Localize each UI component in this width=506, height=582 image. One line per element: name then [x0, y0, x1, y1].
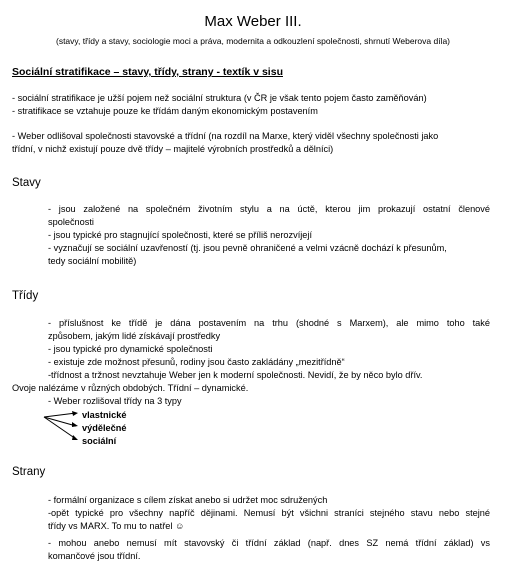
tridy-line: - jsou typické pro dynamické společnosti [48, 344, 213, 354]
stavy-line: tedy sociální mobilitě) [48, 256, 137, 266]
intro-line: - Weber odlišoval společnosti stavovské a třídní (na rozdíl na Marxe, který viděl všechny společnosti jako [12, 131, 439, 141]
section-heading: Sociální stratifikace – stavy, třídy, strany - textík v sisu [12, 66, 283, 78]
tridy-line: způsobem, jakým lidé získávají prostředky [48, 331, 221, 341]
stavy-line: - jsou typické pro stagnující společnosti, které se příliš nerozvíjejí [48, 230, 313, 240]
page-title: Max Weber III. [204, 13, 302, 30]
stavy-line: - jsou založené na společném životním stylu a na úctě, kterou jim prokazují ostatní členové [48, 204, 490, 214]
stavy-heading: Stavy [12, 177, 41, 189]
class-type-item: vlastnické [82, 410, 127, 420]
branch-arrows-icon [42, 411, 82, 447]
strany-line: třídy vs MARX. To mu to natřel ☺ [48, 521, 185, 531]
strany-line: - mohou anebo nemusí mít stavovský či třídní základ (např. dnes SZ nemá třídní základ) vs [48, 538, 490, 548]
tridy-heading: Třídy [12, 290, 39, 302]
stavy-line: - vyznačují se sociální uzavřeností (tj. jsou pevně ohraničené a velmi vzácně dochází k přesunům, [48, 243, 447, 253]
tridy-line: -třídnost a tržnost nevztahuje Weber jen k moderní společnosti. Nevidí, že by něco bylo dřív. [48, 370, 423, 380]
strany-line: - formální organizace s cílem získat anebo si udržet moc sdružených [48, 495, 328, 505]
tridy-line: - příslušnost ke třídě je dána postavením na trhu (shodné s Marxem), ale mimo toho také [48, 318, 490, 328]
class-type-item: sociální [82, 436, 117, 446]
intro-line: třídní, v nichž existují pouze dvě třídy – majitelé výrobních prostředků a dělníci) [12, 144, 334, 154]
strany-line: komančové jsou třídní. [48, 551, 141, 561]
intro-line: - stratifikace se vztahuje pouze ke třídám daným ekonomickým postavením [12, 106, 318, 116]
strany-heading: Strany [12, 466, 46, 478]
tridy-line: Ovoje nalézáme v různých obdobých. Třídní – dynamické. [12, 383, 249, 393]
stavy-line: společnosti [48, 217, 94, 227]
strany-line: -opět typické pro všechny napříč dějinami. Nemusí být všichni straníci stejného stavu nebo stejné [48, 508, 490, 518]
tridy-line: - Weber rozlišoval třídy na 3 typy [48, 396, 182, 406]
class-type-item: výdělečné [82, 423, 127, 433]
intro-line: - sociální stratifikace je užší pojem než sociální struktura (v ČR je však tento pojem často zaměňován) [12, 93, 427, 103]
page-subtitle: (stavy, třídy a stavy, sociologie moci a práva, modernita a odkouzlení společnosti, shrnutí Weberova díla) [55, 36, 451, 46]
tridy-line: - existuje zde možnost přesunů, rodiny jsou často zakládány „mezitřídně“ [48, 357, 345, 367]
